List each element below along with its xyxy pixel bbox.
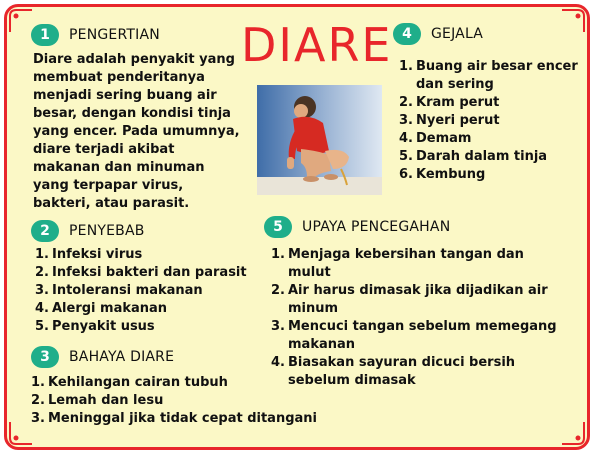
paragraph-line: yang encer. Pada umumnya,	[33, 124, 240, 139]
section-title: PENGERTIAN	[69, 27, 160, 43]
list-item: 2. Kram perut	[399, 95, 500, 110]
section-title: GEJALA	[431, 26, 484, 42]
section-header-bahaya	[31, 346, 174, 368]
section-header-pengertian	[31, 24, 160, 46]
section-number-badge: 4	[393, 23, 421, 45]
child-squatting-illustration	[257, 85, 382, 195]
list-item: 6. Kembung	[399, 167, 486, 182]
section-header-pencegahan	[264, 216, 450, 238]
list-item: 3. Nyeri perut	[399, 113, 500, 128]
list-item: 1. Infeksi virus	[35, 247, 143, 262]
dangers-list	[31, 374, 321, 428]
paragraph-line: bakteri, atau parasit.	[33, 196, 190, 211]
list-item: 3. Meninggal jika tidak cepat ditangani	[31, 411, 317, 426]
definition-paragraph	[33, 51, 248, 213]
list-item: 1. Menjaga kebersihan tangan dan mulut	[271, 247, 524, 280]
causes-list	[35, 246, 265, 336]
list-item: 3. Mencuci tangan sebelum memegang makanan	[271, 319, 557, 352]
list-item: 2. Infeksi bakteri dan parasit	[35, 265, 247, 280]
section-number-badge: 5	[264, 216, 292, 238]
section-number-badge: 3	[31, 346, 59, 368]
section-header-penyebab	[31, 220, 145, 242]
list-item: 1. Buang air besar encer dan sering	[399, 59, 578, 92]
paragraph-line: menjadi sering buang air	[33, 88, 217, 103]
paragraph-line: membuat penderitanya	[33, 70, 205, 85]
corner-ornament-icon	[560, 420, 586, 446]
section-title: PENYEBAB	[69, 223, 145, 239]
section-header-gejala	[393, 23, 483, 45]
paragraph-line: besar, dengan kondisi tinja	[33, 106, 231, 121]
paragraph-line: diare terjadi akibat	[33, 142, 175, 157]
list-item: 5. Penyakit usus	[35, 319, 155, 334]
list-item: 2. Air harus dimasak jika dijadikan air minum	[271, 283, 548, 316]
list-item: 4. Alergi makanan	[35, 301, 168, 316]
paragraph-line: makanan dan minuman	[33, 160, 205, 175]
page-title: DIARE	[241, 18, 393, 72]
section-number-badge: 2	[31, 220, 59, 242]
prevention-list	[271, 246, 561, 390]
list-item: 1. Kehilangan cairan tubuh	[31, 375, 228, 390]
list-item: 4. Demam	[399, 131, 472, 146]
paragraph-line: yang terpapar virus,	[33, 178, 184, 193]
section-title: BAHAYA DIARE	[69, 349, 175, 365]
list-item: 4. Biasakan sayuran dicuci bersih sebelum dimasak	[271, 355, 516, 388]
section-title: UPAYA PENCEGAHAN	[302, 219, 451, 235]
section-number-badge: 1	[31, 24, 59, 46]
paragraph-line: Diare adalah penyakit yang	[33, 52, 235, 67]
list-item: 5. Darah dalam tinja	[399, 149, 548, 164]
corner-ornament-icon	[560, 8, 586, 34]
list-item: 2. Lemah dan lesu	[31, 393, 164, 408]
symptoms-list	[399, 58, 579, 184]
list-item: 3. Intoleransi makanan	[35, 283, 203, 298]
poster	[4, 4, 590, 450]
